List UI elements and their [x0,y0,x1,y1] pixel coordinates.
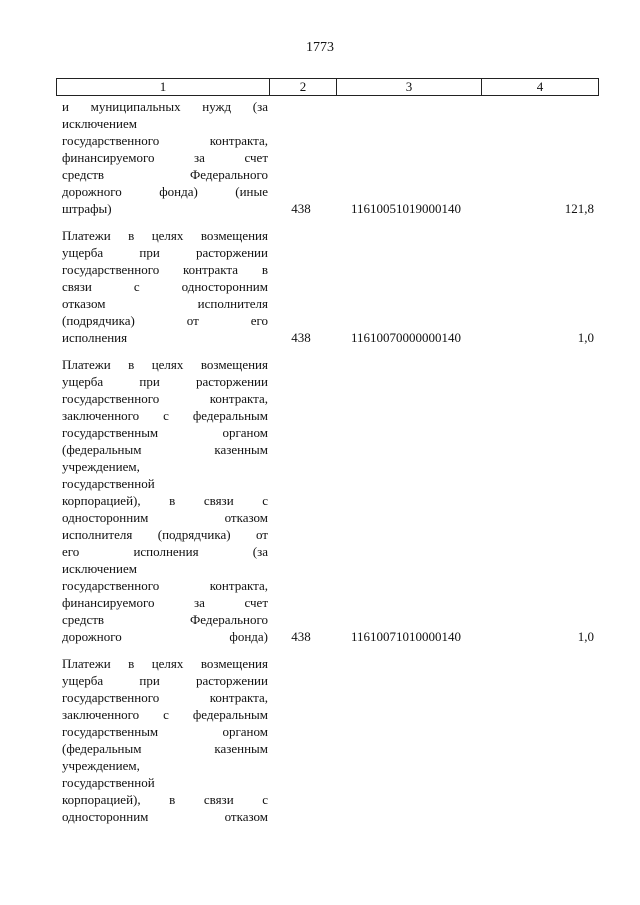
description-line [62,356,268,373]
description-word: государственного [62,690,160,705]
description-word: (иные [235,184,268,199]
description-word: в [128,656,135,671]
admin-code [268,645,334,825]
description-word: (за [252,99,268,114]
description-word: при [139,374,160,389]
description-line [62,577,268,594]
description-word: исключением [62,561,137,576]
description-word: счет [244,595,268,610]
description-word: ущерба [62,245,104,260]
description-line [62,424,268,441]
description-line [62,183,268,200]
description-word: государственного [62,262,160,277]
description-word: учреждением, [62,758,140,773]
description-word: государственной [62,476,155,491]
description-word: связи [203,792,234,807]
description-word: федеральным [192,408,268,423]
description-word: связи [203,493,234,508]
description-word: с [133,279,140,294]
description-line [62,655,268,672]
description-word: заключенного [62,408,140,423]
description-line [62,611,268,628]
description-word: штрафы) [62,201,112,216]
description-word: в [261,262,268,277]
description-line [62,543,268,560]
description-word: Платежи [62,656,111,671]
description-line [62,115,268,132]
kbk-code: 11610070000000140 [350,330,462,345]
description-word: контракта, [209,578,268,593]
description-word: контракта, [209,133,268,148]
description-line [62,706,268,723]
header-column-2: 2 [270,79,337,96]
description-line [62,509,268,526]
description-word: его [62,544,80,559]
row-description [56,346,268,645]
description-line [62,166,268,183]
description-word: государственного [62,391,160,406]
description-line [62,390,268,407]
description-word: от [255,527,268,542]
description-word: государственным [62,724,159,739]
description-line [62,791,268,808]
description-word: государственного [62,578,160,593]
description-word: за [194,595,205,610]
description-word: односторонним [62,809,149,824]
description-line [62,200,268,217]
description-word: расторжении [195,245,268,260]
description-word: исполнения [133,544,199,559]
description-word: фонда) [229,629,268,644]
description-line [62,757,268,774]
description-word: (подрядчика) [62,313,135,328]
amount-value: 1,0 [577,330,594,345]
description-word: целях [151,357,184,372]
description-word: учреждением, [62,459,140,474]
description-word: государственного [62,133,160,148]
description-line [62,373,268,390]
admin-code: 438 [291,330,311,345]
description-word: от [186,313,199,328]
page-number: 1773 [306,40,334,55]
description-word: расторжении [195,374,268,389]
admin-code: 438 [291,201,311,216]
description-word: фонда) [159,184,198,199]
description-word: государственным [62,425,159,440]
description-word: целях [151,228,184,243]
description-word: дорожного [62,184,122,199]
description-word: Федерального [189,167,268,182]
description-word: ущерба [62,374,104,389]
description-word: отказом [224,809,268,824]
description-word: отказом [62,296,106,311]
description-word: с [262,493,268,508]
amount-value: 121,8 [564,201,594,216]
description-line [62,278,268,295]
description-word: в [169,493,176,508]
description-word: с [163,707,169,722]
description-word: исполнителя [197,296,268,311]
kbk-code: 11610051019000140 [350,201,462,216]
table-row [56,346,596,645]
description-word: при [139,673,160,688]
description-word: нужд [202,99,232,114]
description-word: односторонним [181,279,268,294]
description-line [62,98,268,115]
amount-value [478,645,596,825]
kbk-code [334,645,478,825]
header-column-3: 3 [337,79,482,96]
description-line [62,132,268,149]
description-line [62,594,268,611]
description-word: (за [252,544,268,559]
description-line [62,329,268,346]
table-row [56,217,596,346]
description-word: дорожного [62,629,122,644]
description-line [62,774,268,791]
kbk-code: 11610071010000140 [350,629,462,644]
description-word: контракта [183,262,239,277]
description-word: Платежи [62,357,111,372]
description-word: (подрядчика) [157,527,231,542]
description-line [62,458,268,475]
amount-value: 1,0 [577,629,594,644]
description-line [62,689,268,706]
description-word: заключенного [62,707,140,722]
description-line [62,492,268,509]
description-word: средств [62,167,105,182]
description-word: корпорацией), [62,493,141,508]
description-word: контракта, [209,690,268,705]
description-word: целях [151,656,184,671]
table-body [56,98,596,825]
description-line [62,312,268,329]
header-column-4: 4 [482,79,599,96]
row-description [56,217,268,346]
row-description [56,98,268,217]
description-line [62,475,268,492]
description-word: контракта, [209,391,268,406]
description-word: односторонним [62,510,149,525]
description-word: в [169,792,176,807]
description-word: (федеральным [62,741,142,756]
description-word: органом [222,724,268,739]
description-line [62,526,268,543]
description-word: в [128,228,135,243]
table-header [56,78,599,96]
description-word: связи [62,279,92,294]
header-column-1: 1 [57,79,270,96]
description-line [62,723,268,740]
description-word: с [262,792,268,807]
description-word: (федеральным [62,442,142,457]
description-word: возмещения [200,228,268,243]
description-word: исключением [62,116,137,131]
description-word: и [62,99,69,114]
description-line [62,244,268,261]
description-word: финансируемого [62,150,155,165]
description-word: ущерба [62,673,104,688]
description-line [62,441,268,458]
description-word: муниципальных [90,99,181,114]
description-word: отказом [224,510,268,525]
description-word: Федерального [189,612,268,627]
description-line [62,407,268,424]
description-line [62,295,268,312]
description-line [62,808,268,825]
description-line [62,261,268,278]
description-word: финансируемого [62,595,155,610]
description-word: возмещения [200,357,268,372]
description-word: корпорацией), [62,792,141,807]
description-word: органом [222,425,268,440]
description-word: средств [62,612,105,627]
description-word: расторжении [195,673,268,688]
table-row [56,98,596,217]
description-word: федеральным [192,707,268,722]
description-word: его [250,313,268,328]
description-line [62,149,268,166]
description-word: казенным [214,741,268,756]
description-line [62,740,268,757]
description-word: с [163,408,169,423]
row-description [56,645,268,825]
description-word: возмещения [200,656,268,671]
description-word: счет [244,150,268,165]
description-word: казенным [214,442,268,457]
description-word: Платежи [62,228,111,243]
description-line [62,628,268,645]
description-word: за [194,150,205,165]
table-row [56,645,596,825]
description-word: исполнения [62,330,128,345]
admin-code: 438 [291,629,311,644]
description-word: государственной [62,775,155,790]
description-word: исполнителя [62,527,133,542]
description-line [62,560,268,577]
description-line [62,672,268,689]
description-line [62,227,268,244]
description-word: в [128,357,135,372]
description-word: при [139,245,160,260]
